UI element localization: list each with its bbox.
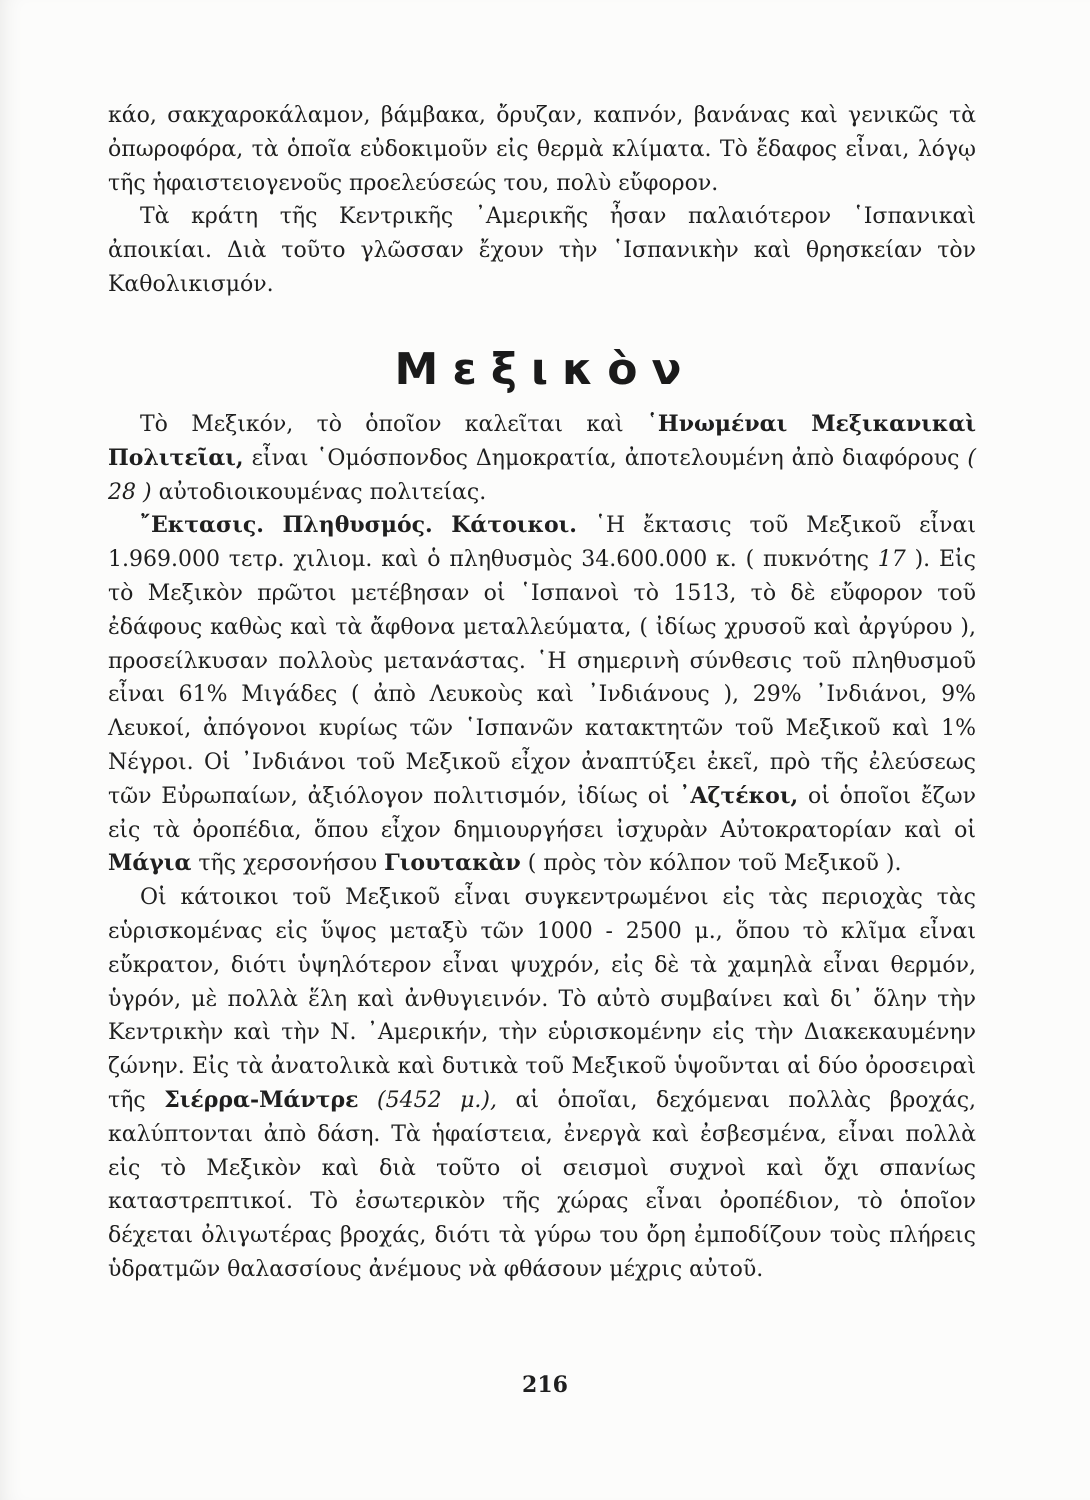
maya-term: Μάγια	[108, 850, 192, 877]
section-heading: Μεξικὸν	[394, 344, 696, 395]
subsection-title: ῎Εκτασις. Πληθυσμός. Κάτοικοι.	[140, 512, 577, 539]
sierra-madre-term: Σιέρρα-Μάντρε	[164, 1086, 359, 1113]
text-segment: τῆς χερσονήσου	[191, 851, 385, 877]
intro-paragraph-2: Τὰ κράτη τῆς Κεντρικῆς ᾿Αμερικῆς ἦσαν παλαιότερον ῾Ισπανικαὶ ἀποικίαι. Διὰ τοῦτο γλῶσσαν ἔχουν τὴν ῾Ισπανικὴν καὶ θρησκείαν τὸν Καθολικισμόν.	[108, 204, 976, 297]
intro-paragraph-1: κάο, σακχαροκάλαμον, βάμβακα, ὄρυζαν, καπνόν, βανάνας καὶ γενικῶς τὰ ὀπωροφόρα, τὰ ὁποῖα εὐδοκιμοῦν εἰς θερμὰ κλίματα. Τὸ ἔδαφος εἶναι, λόγῳ τῆς ἡφαιστειογενοῦς προελεύσεώς του, πολὺ εὔφορον.	[108, 103, 976, 196]
density-value: 17	[877, 547, 906, 573]
text-segment: Τὸ Μεξικόν, τὸ ὁποῖον καλεῖται καὶ	[140, 412, 647, 437]
text-segment: ῾Η ἔκτασις τοῦ Μεξικοῦ εἶναι 1.969.000 τετρ. χιλιομ. καὶ ὁ πληθυσμὸς 34.600.000 κ. ( πυκνότης	[108, 513, 977, 573]
elevation-value: (5452 μ.),	[377, 1087, 497, 1113]
intro-text	[108, 99, 976, 302]
paragraph-climate	[108, 881, 976, 1287]
text-segment: οἱ ὁποῖοι ἔζων εἰς τὰ ὀροπέδια, ὅπου εἶχον δημιουργήσει ἰσχυρὰν Αὐτοκρατορίαν καὶ οἱ	[108, 783, 976, 843]
paragraph-definition	[108, 408, 976, 509]
page-number: 216	[522, 1372, 568, 1398]
text-segment: ). Εἰς τὸ Μεξικὸν πρῶτοι μετέβησαν οἱ ῾Ισπανοὶ τὸ 1513, τὸ δὲ εὔφορον τοῦ ἐδάφους καθὼς καὶ τὰ ἄφθονα μεταλλεύματα, ( ἰδίως χρυσοῦ καὶ ἀργύρου ), προσείλκυσαν πολλοὺς μετανάστας. ῾Η σημερινὴ σύνθεσις τοῦ πληθυσμοῦ εἶναι 61% Μιγάδες ( ἀπὸ Λευκοὺς καὶ ᾿Ινδιάνους ), 29% ᾿Ινδιάνοι, 9% Λευκοί, ἀπόγονοι κυρίως τῶν ῾Ισπανῶν κατακτητῶν τοῦ Μεξικοῦ καὶ 1% Νέγροι. Οἱ ᾿Ινδιάνοι τοῦ Μεξικοῦ εἶχον ἀναπτύξει ἐκεῖ, πρὸ τῆς ἐλεύσεως τῶν Εὐρωπαίων, ἀξιόλογον πολιτισμόν, ἰδίως οἱ	[108, 547, 976, 809]
text-segment	[358, 1088, 377, 1113]
paragraph-population	[108, 509, 976, 881]
text-segment: ( πρὸς τὸν κόλπον τοῦ Μεξικοῦ ).	[520, 851, 902, 877]
mexico-text	[108, 408, 976, 1287]
states-count: ( 28 )	[108, 445, 976, 505]
text-segment: αὐτοδιοικουμένας πολιτείας.	[151, 479, 487, 505]
text-segment: αἱ ὁποῖαι, δεχόμεναι πολλὰς βροχάς, καλύπτονται ἀπὸ δάση. Τὰ ἡφαίστεια, ἐνεργὰ καὶ ἐσβεσμένα, εἶναι πολλὰ εἰς τὸ Μεξικὸν καὶ διὰ τοῦτο οἱ σεισμοὶ συχνοὶ καὶ ὄχι σπανίως καταστρεπτικοί. Τὸ ἐσωτερικὸν τῆς χώρας εἶναι ὀροπέδιον, τὸ ὁποῖον δέχεται ὀλιγωτέρας βροχάς, διότι τὰ γύρω του ὄρη ἐμποδίζουν τοὺς πλήρεις ὑδρατμῶν θαλασσίους ἀνέμους νὰ φθάσουν μέχρις αὐτοῦ.	[108, 1087, 977, 1282]
aztecs-term: ᾿Αζτέκοι,	[679, 782, 799, 809]
yucatan-term: Γιουτακὰν	[384, 850, 521, 877]
official-name: ῾Ηνωμέναι Μεξικανικαὶ Πολιτεῖαι,	[108, 411, 976, 471]
text-segment: Οἱ κάτοικοι τοῦ Μεξικοῦ εἶναι συγκεντρωμένοι εἰς τὰς περιοχὰς τὰς εὑρισκομένας εἰς ὕψος μεταξὺ τῶν 1000 - 2500 μ., ὅπου τὸ κλῖμα εἶναι εὔκρατον, διότι ὑψηλότερον εἶναι ψυχρόν, εἰς δὲ τὰ χαμηλὰ εἶναι θερμόν, ὑγρόν, μὲ πολλὰ ἕλη καὶ ἀνθυγιεινόν. Τὸ αὐτὸ συμβαίνει καὶ δι᾿ ὅλην τὴν Κεντρικὴν καὶ τὴν Ν. ᾿Αμερικήν, τὴν εὑρισκομένην εἰς τὴν Διακεκαυμένην ζώνην. Εἰς τὰ ἀνατολικὰ καὶ δυτικὰ τοῦ Μεξικοῦ ὑψοῦνται αἱ δύο ὀροσειραὶ τῆς	[108, 885, 976, 1113]
text-segment: εἶναι ῾Ομόσπονδος Δημοκρατία, ἀποτελουμένη ἀπὸ διαφόρους	[243, 445, 968, 471]
